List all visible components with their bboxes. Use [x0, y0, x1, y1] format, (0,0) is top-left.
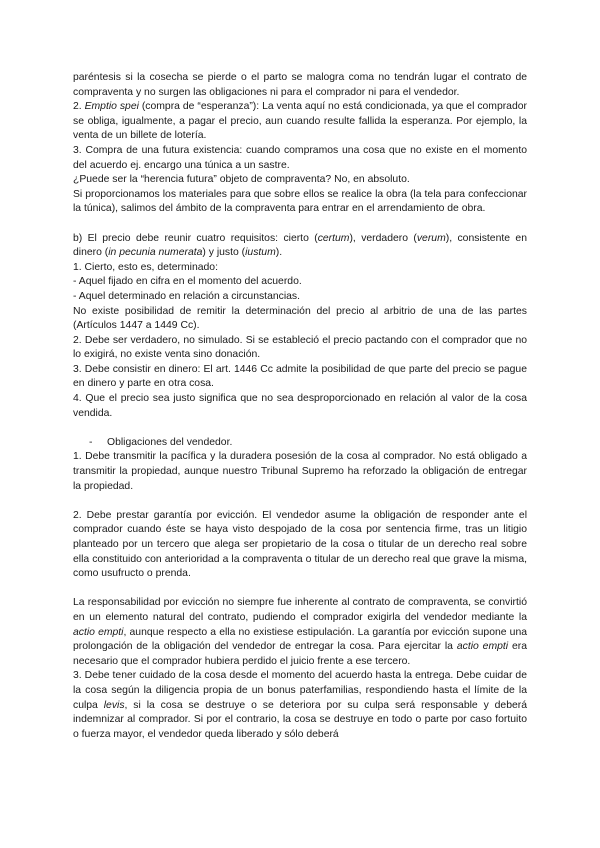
paragraph-arbitrio	[73, 305, 527, 334]
text: 2. Debe prestar garantía por evicción. El vendedor asume la obligación de responder ante el comprador cuando éste se haya visto despojado de la cosa por sentencia firme, tras un litigio planteado por un tercero que alega ser propietario de la cosa o titular de un derecho real sobre ella constituido con anterioridad a la compraventa o titular de un derecho real que grave la misma, como usufructo o prenda.	[73, 509, 527, 580]
italic-term: iustum	[245, 247, 276, 259]
paragraph-futura-existencia	[73, 144, 527, 173]
italic-term: certum	[317, 232, 350, 244]
italic-term: in pecunia numerata	[108, 247, 203, 259]
text: - Aquel determinado en relación a circunstancias.	[73, 290, 300, 302]
text: ), consistente en dinero (	[73, 232, 527, 259]
text: ), verdadero (	[349, 232, 417, 244]
text: paréntesis si la cosecha se pierde o el parto se malogra coma no tendrán lugar el contrato de compraventa y no surgen las obligaciones ni para el comprador ni para el vendedor.	[73, 72, 527, 98]
text: Obligaciones del vendedor.	[107, 436, 233, 448]
text: 1. Cierto, esto es, determinado:	[73, 261, 218, 273]
dash: -	[89, 436, 93, 448]
paragraph-eviccion	[73, 509, 527, 582]
paragraph-emptio-rei-speratae-end	[73, 71, 527, 100]
text: , aunque respecto a ella no existiese estipulación. La garantía por evicción supone una prolongación de la obligación del vendedor de entregar la cosa. Para ejercitar la	[73, 626, 528, 653]
text: era necesario que el comprador hubiera perdido el juicio frente a ese tercero.	[73, 641, 527, 667]
spacer	[73, 217, 527, 232]
italic-term: levis	[103, 699, 125, 711]
text: (compra de “esperanza”): La venta aquí no está condicionada, ya que el comprador se obliga, igualmente, a pagar el precio, aun cuando resulte fallida la esperanza. Por ejemplo, la venta de un billete de lotería.	[73, 101, 527, 142]
paragraph-posesion	[73, 450, 527, 494]
paragraph-dinero	[73, 363, 527, 392]
paragraph-responsabilidad-eviccion	[73, 596, 527, 669]
paragraph-cuidado-cosa	[73, 669, 527, 742]
text: 1. Debe transmitir la pacífica y la duradera posesión de la cosa al comprador. No está obligado a transmitir la propiedad, aunque nuestro Tribunal Supremo ha reforzado la obligación de entregar la propiedad.	[73, 451, 527, 492]
paragraph-verdadero	[73, 334, 527, 363]
italic-term: verum	[416, 232, 446, 244]
list-item	[73, 290, 527, 305]
text: 3. Debe tener cuidado de la cosa desde el momento del acuerdo hasta la entrega. Debe cuidar de la cosa según la diligencia propia de un bonus paterfamilias, respondiendo hasta el límite de la culpa	[73, 670, 527, 711]
text: , si la cosa se destruye o se deteriora por su culpa será responsable y deberá indemnizar al comprador. Si por el contrario, la cosa se destruye en todo o parte por caso fortuito o fuerza mayor, el vendedor queda liberado y sólo deberá	[73, 699, 527, 740]
text: ) y justo (	[202, 247, 246, 259]
text: b) El precio debe reunir cuatro requisitos: cierto (	[73, 232, 318, 244]
text: Si proporcionamos los materiales para que sobre ellos se realice la obra (la tela para confeccionar la túnica), salimos del ámbito de la compraventa para entrar en el arrendamiento de obra.	[73, 188, 527, 215]
italic-term: Emptio spei	[84, 101, 139, 113]
paragraph-emptio-spei	[73, 100, 527, 144]
text: ¿Puede ser la “herencia futura” objeto de compraventa? No, en absoluto.	[73, 174, 410, 186]
paragraph-justo	[73, 392, 527, 421]
spacer	[73, 494, 527, 509]
text: La responsabilidad por evicción no siempre fue inherente al contrato de compraventa, se convirtió en un elemento natural del contrato, pudiendo el comprador exigirla del vendedor mediante la	[73, 597, 527, 623]
paragraph-arrendamiento-obra	[73, 188, 527, 217]
text: ).	[275, 247, 283, 259]
spacer	[73, 582, 527, 597]
text: 3. Debe consistir en dinero: El art. 1446 Cc admite la posibilidad de que parte del precio se pague en dinero y parte en otra cosa.	[73, 363, 527, 390]
text: 2.	[73, 101, 85, 113]
text: 4. Que el precio sea justo significa que no sea desproporcionado en relación al valor de la cosa vendida.	[73, 393, 527, 419]
list-item	[73, 275, 527, 290]
paragraph-cierto	[73, 261, 527, 276]
text: No existe posibilidad de remitir la determinación del precio al arbitrio de una de las partes (Artículos 1447 a 1449 Cc).	[73, 305, 527, 332]
italic-term: actio empti	[73, 626, 124, 638]
paragraph-precio-requisitos	[73, 232, 527, 261]
document-page	[73, 71, 527, 742]
text: 3. Compra de una futura existencia: cuando compramos una cosa que no existe en el momento del acuerdo ej. encargo una túnica a un sastre.	[73, 144, 527, 171]
italic-term: actio empti	[456, 641, 509, 653]
section-heading-obligaciones-vendedor	[73, 436, 527, 451]
text: - Aquel fijado en cifra en el momento del acuerdo.	[73, 276, 302, 288]
text: 2. Debe ser verdadero, no simulado. Si se estableció el precio pactando con el comprador que no lo exigirá, no existe venta sino donación.	[73, 334, 527, 361]
paragraph-herencia-futura	[73, 173, 527, 188]
spacer	[73, 421, 527, 436]
